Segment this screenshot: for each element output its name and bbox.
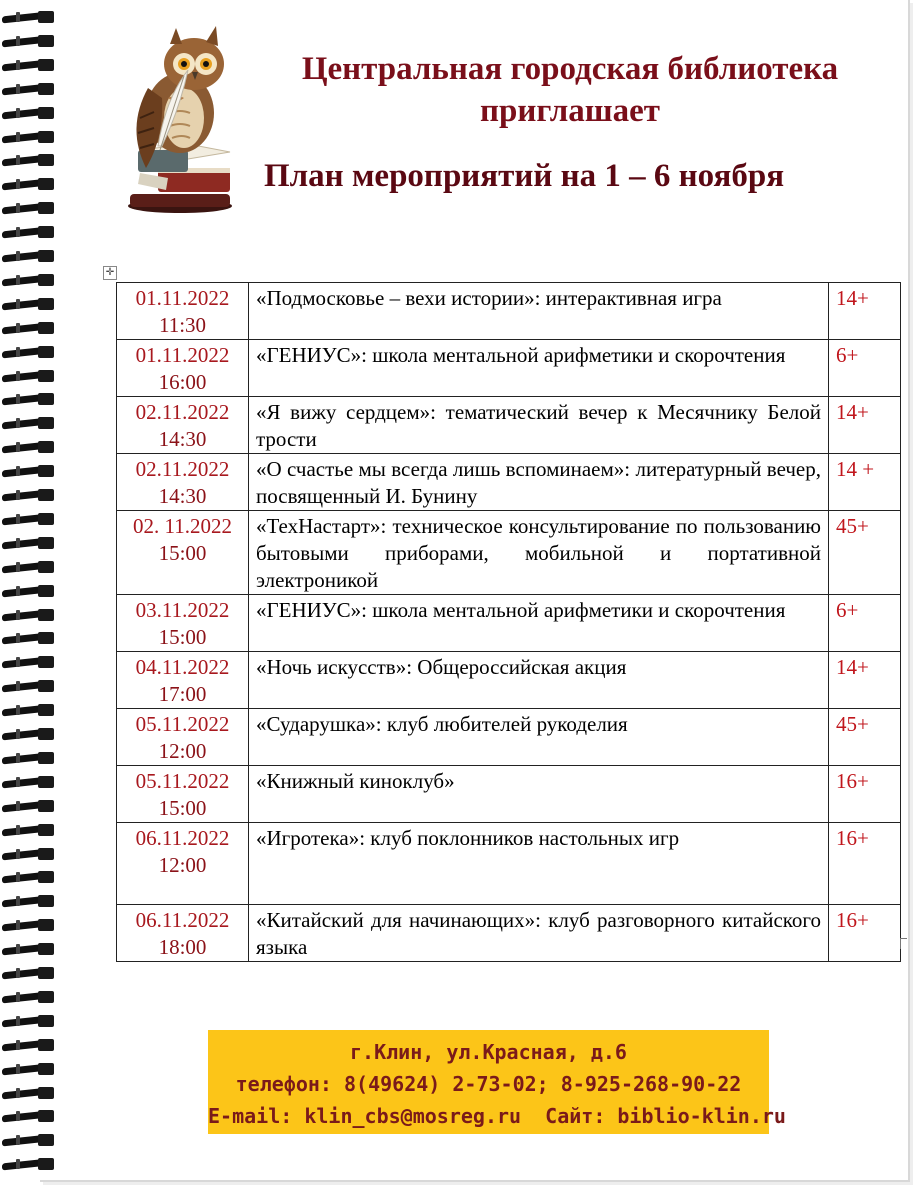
event-row [117, 823, 901, 905]
phone: телефон: 8(49624) 2-73-02; 8-925-268-90-22 [235, 1072, 742, 1096]
event-row [117, 905, 901, 962]
event-date: 06.11.2022 [135, 908, 230, 932]
binding-ring [2, 106, 60, 120]
binding-ring [2, 894, 60, 908]
plan-title: План мероприятий на 1 – 6 ноября [264, 158, 785, 194]
event-date: 02. 11.2022 [133, 514, 232, 538]
event-time: 15:00 [158, 796, 207, 820]
event-date: 01.11.2022 [135, 343, 230, 367]
event-description: «ГЕНИУС»: школа ментальной арифметики и скорочтения [249, 340, 829, 397]
binding-ring [2, 870, 60, 884]
event-age-rating: 14 + [829, 454, 901, 511]
event-description: «Ночь искусств»: Общероссийская акция [249, 652, 829, 709]
event-date: 01.11.2022 [135, 286, 230, 310]
binding-ring [2, 966, 60, 980]
event-datetime [117, 823, 249, 905]
event-date: 02.11.2022 [135, 400, 230, 424]
event-datetime [117, 709, 249, 766]
event-age-rating: 16+ [829, 823, 901, 905]
binding-ring [2, 536, 60, 550]
event-description: «Подмосковье – вехи истории»: интерактивная игра [249, 283, 829, 340]
event-age-rating: 16+ [829, 766, 901, 823]
address: г.Клин, ул.Красная, д.6 [350, 1040, 627, 1064]
binding-ring [2, 273, 60, 287]
binding-ring [2, 153, 60, 167]
table-corner-marker [900, 938, 907, 949]
binding-ring [2, 823, 60, 837]
title-line-1: Центральная городская библиотека [301, 51, 839, 87]
binding-ring [2, 82, 60, 96]
event-row [117, 283, 901, 340]
email-site: E-mail: klin_cbs@mosreg.ru Сайт: biblio-klin.ru [208, 1104, 786, 1128]
event-time: 15:00 [158, 625, 207, 649]
binding-ring [2, 918, 60, 932]
event-date: 06.11.2022 [135, 826, 230, 850]
event-time: 17:00 [158, 682, 207, 706]
event-datetime [117, 340, 249, 397]
event-time: 12:00 [158, 853, 207, 877]
binding-ring [2, 1109, 60, 1123]
binding-ring [2, 1086, 60, 1100]
binding-ring [2, 1038, 60, 1052]
event-date: 05.11.2022 [135, 712, 230, 736]
event-age-rating: 14+ [829, 397, 901, 454]
move-handle-icon[interactable]: ✛ [103, 266, 117, 280]
binding-ring [2, 10, 60, 24]
binding-ring [2, 703, 60, 717]
binding-ring [2, 297, 60, 311]
binding-ring [2, 392, 60, 406]
binding-ring [2, 34, 60, 48]
event-description: «Игротека»: клуб поклонников настольных игр [249, 823, 829, 905]
event-time: 16:00 [158, 370, 207, 394]
binding-ring [2, 225, 60, 239]
event-age-rating: 6+ [829, 595, 901, 652]
event-description: «ТехНастарт»: техническое консультирование по пользованию бытовыми приборами, мобильной и портативной электроникой [249, 511, 829, 595]
event-time: 15:00 [158, 541, 207, 565]
event-time: 11:30 [158, 313, 207, 337]
event-row [117, 652, 901, 709]
event-row [117, 709, 901, 766]
event-date: 05.11.2022 [135, 769, 230, 793]
binding-ring [2, 679, 60, 693]
binding-ring [2, 655, 60, 669]
binding-ring [2, 488, 60, 502]
event-datetime [117, 652, 249, 709]
binding-ring [2, 751, 60, 765]
binding-ring [2, 1014, 60, 1028]
event-datetime [117, 511, 249, 595]
event-age-rating: 14+ [829, 652, 901, 709]
binding-ring [2, 369, 60, 383]
event-row [117, 511, 901, 595]
event-row [117, 766, 901, 823]
event-row [117, 595, 901, 652]
binding-ring [2, 201, 60, 215]
event-row [117, 340, 901, 397]
spiral-binding [0, 10, 60, 1190]
binding-ring [2, 345, 60, 359]
event-description: «Сударушка»: клуб любителей рукоделия [249, 709, 829, 766]
binding-ring [2, 584, 60, 598]
binding-ring [2, 321, 60, 335]
event-age-rating: 14+ [829, 283, 901, 340]
binding-ring [2, 847, 60, 861]
binding-ring [2, 560, 60, 574]
binding-ring [2, 775, 60, 789]
event-description: «Китайский для начинающих»: клуб разговорного китайского языка [249, 905, 829, 962]
event-datetime [117, 595, 249, 652]
binding-ring [2, 464, 60, 478]
binding-ring [2, 177, 60, 191]
event-time: 14:30 [158, 484, 207, 508]
binding-ring [2, 130, 60, 144]
binding-ring [2, 1133, 60, 1147]
event-time: 18:00 [158, 935, 207, 959]
binding-ring [2, 631, 60, 645]
binding-ring [2, 1062, 60, 1076]
event-row [117, 454, 901, 511]
event-time: 12:00 [158, 739, 207, 763]
event-description: «О счастье мы всегда лишь вспоминаем»: литературный вечер, посвященный И. Бунину [249, 454, 829, 511]
event-age-rating: 16+ [829, 905, 901, 962]
events-table [116, 282, 901, 962]
event-datetime [117, 454, 249, 511]
binding-ring [2, 799, 60, 813]
binding-ring [2, 990, 60, 1004]
binding-ring [2, 727, 60, 741]
event-datetime [117, 283, 249, 340]
event-row [117, 397, 901, 454]
event-datetime [117, 905, 249, 962]
binding-ring [2, 942, 60, 956]
event-description: «ГЕНИУС»: школа ментальной арифметики и скорочтения [249, 595, 829, 652]
binding-ring [2, 416, 60, 430]
event-date: 02.11.2022 [135, 457, 230, 481]
page-title [250, 48, 890, 132]
event-description: «Я вижу сердцем»: тематический вечер к Месячнику Белой трости [249, 397, 829, 454]
event-age-rating: 6+ [829, 340, 901, 397]
event-description: «Книжный киноклуб» [249, 766, 829, 823]
event-age-rating: 45+ [829, 709, 901, 766]
binding-ring [2, 608, 60, 622]
event-date: 03.11.2022 [135, 598, 230, 622]
event-datetime [117, 397, 249, 454]
binding-ring [2, 440, 60, 454]
binding-ring [2, 249, 60, 263]
event-time: 14:30 [158, 427, 207, 451]
contacts-box [208, 1030, 786, 1134]
owl-with-quill-and-books-icon [118, 18, 244, 214]
binding-ring [2, 1157, 60, 1171]
event-date: 04.11.2022 [135, 655, 230, 679]
binding-ring [2, 512, 60, 526]
title-line-2: приглашает [480, 93, 660, 129]
binding-ring [2, 58, 60, 72]
event-age-rating: 45+ [829, 511, 901, 595]
event-datetime [117, 766, 249, 823]
